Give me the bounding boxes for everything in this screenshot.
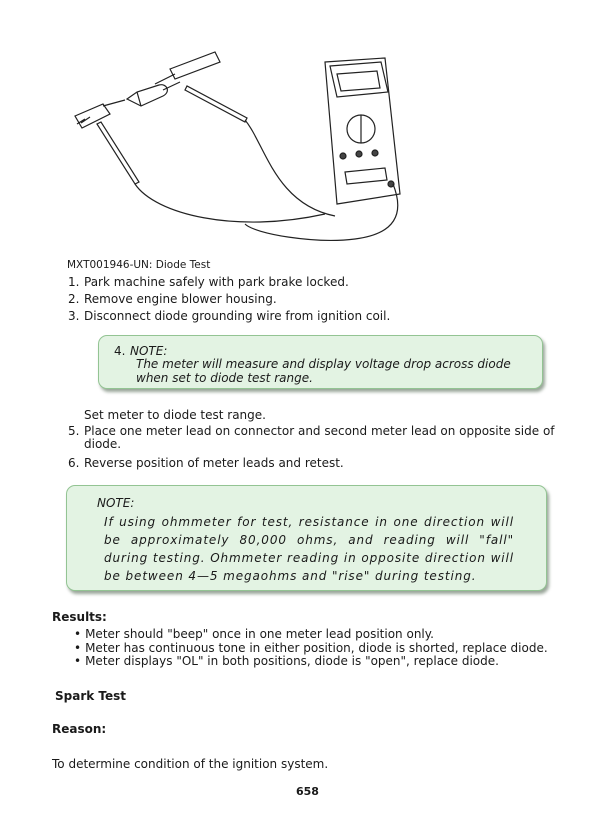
list-item: • Meter should "beep" once in one meter lead position only. bbox=[74, 628, 548, 642]
steps-list-b bbox=[68, 425, 558, 472]
page-number: 658 bbox=[296, 785, 319, 798]
list-item: 5. Place one meter lead on connector and second meter lead on opposite side of diode. bbox=[68, 424, 555, 451]
figure-caption: MXT001946-UN: Diode Test bbox=[67, 259, 211, 271]
step-number: 4. bbox=[114, 344, 126, 358]
step-4-text: Set meter to diode test range. bbox=[84, 408, 266, 422]
note-box-ohmmeter bbox=[66, 485, 547, 591]
list-item: • Meter displays "OL" in both positions, diode is "open", replace diode. bbox=[74, 655, 548, 669]
list-item: • Meter has continuous tone in either position, diode is shorted, replace diode. bbox=[74, 642, 548, 656]
spark-test-heading: Spark Test bbox=[55, 689, 127, 703]
note-text: If using ohmmeter for test, resistance in one direction will be approximately 80,000 ohms, and reading will "fall" during testing. Ohmmeter reading in opposite direction will be between 4—5 megaohms and "rise" during testing. bbox=[104, 515, 514, 583]
note-label: NOTE: bbox=[97, 496, 135, 510]
note-label: NOTE: bbox=[130, 344, 168, 358]
results-list bbox=[74, 628, 548, 669]
reason-text: To determine condition of the ignition system. bbox=[52, 757, 329, 771]
diode-test-illustration bbox=[55, 44, 425, 254]
note-text: The meter will measure and display voltage drop across diode when set to diode test range. bbox=[136, 357, 511, 385]
list-item: 6. Reverse position of meter leads and retest. bbox=[68, 456, 344, 470]
list-item: 2. Remove engine blower housing. bbox=[68, 292, 277, 306]
steps-list-a bbox=[68, 274, 390, 325]
list-item: 1. Park machine safely with park brake locked. bbox=[68, 275, 349, 289]
results-heading: Results: bbox=[52, 610, 107, 624]
reason-heading: Reason: bbox=[52, 722, 107, 736]
note-box-diode-voltage bbox=[98, 335, 543, 389]
list-item: 3. Disconnect diode grounding wire from ignition coil. bbox=[68, 309, 391, 323]
